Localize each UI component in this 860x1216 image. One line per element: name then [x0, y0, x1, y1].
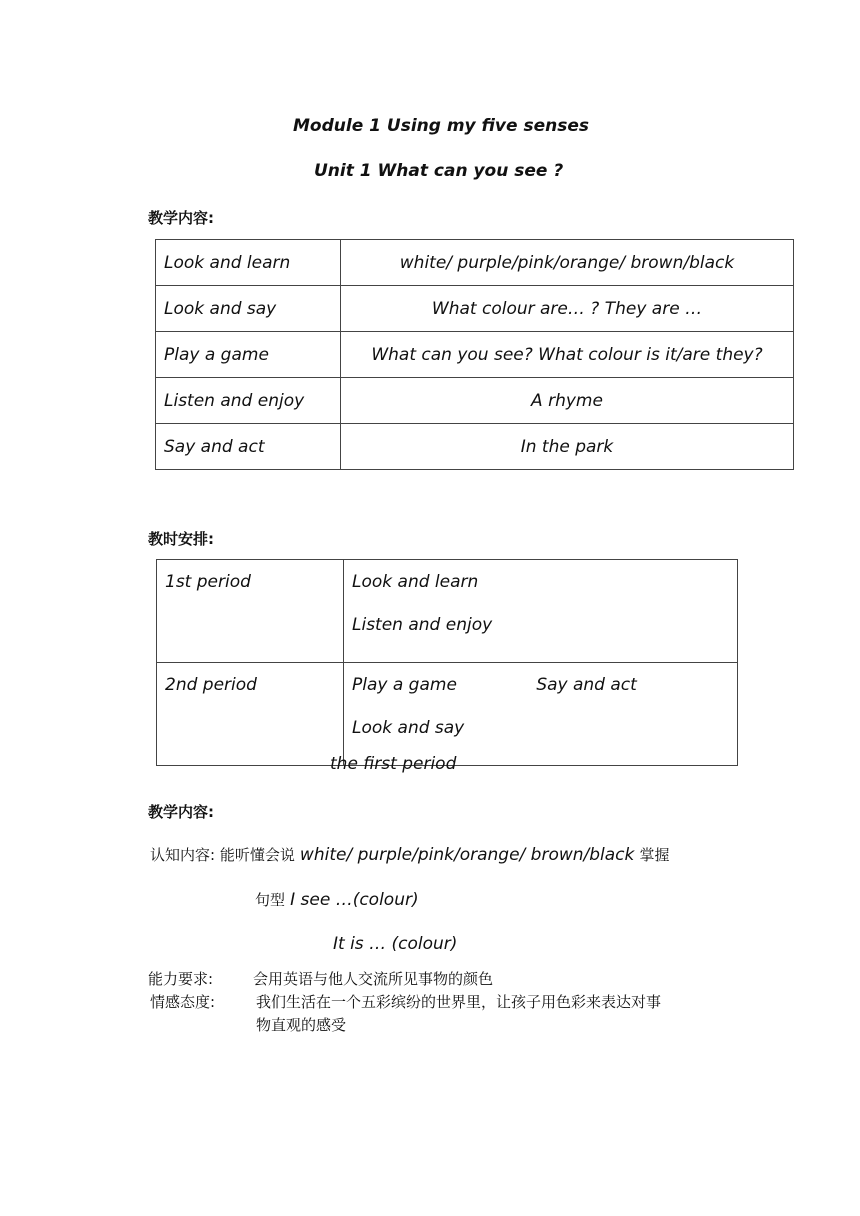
activity-cell: Look and say [156, 286, 341, 332]
period-content-cell [344, 663, 738, 766]
table-row [157, 560, 738, 663]
pattern-2: It is … (colour) [333, 934, 458, 954]
activity-cell: Play a game [156, 332, 341, 378]
period-cell: 1st period [157, 560, 344, 663]
section-heading-content: 教学内容: [148, 209, 214, 227]
content-cell: What can you see? What colour is it/are they? [341, 332, 794, 378]
emotion-text-2: 物直观的感受 [256, 1016, 347, 1034]
ability-text: 会用英语与他人交流所见事物的颜色 [253, 970, 494, 988]
unit-title: Unit 1 What can you see ? [314, 161, 564, 181]
period-item: Play a game [352, 675, 457, 695]
table-row [157, 663, 738, 766]
activity-cell: Say and act [156, 424, 341, 470]
activity-cell: Listen and enjoy [156, 378, 341, 424]
ability-label: 能力要求: [148, 970, 214, 988]
period-line: Listen and enjoy [352, 615, 493, 635]
table-row [156, 240, 794, 286]
cognitive-line [150, 844, 669, 865]
pattern-label: 句型 [255, 891, 286, 909]
table-row [156, 286, 794, 332]
period-cell: 2nd period [157, 663, 344, 766]
content-cell: A rhyme [341, 378, 794, 424]
period-line: Look and learn [352, 572, 479, 592]
period-item: Say and act [536, 675, 637, 695]
cognitive-label: 认知内容: 能听懂会说 [150, 846, 295, 864]
activity-cell: Look and learn [156, 240, 341, 286]
table-row [156, 378, 794, 424]
content-cell: In the park [341, 424, 794, 470]
module-title: Module 1 Using my five senses [293, 116, 589, 136]
emotion-text-1: 我们生活在一个五彩缤纷的世界里，让孩子用色彩来表达对事 [256, 993, 662, 1011]
table-row [156, 332, 794, 378]
content-cell: white/ purple/pink/orange/ brown/black [341, 240, 794, 286]
cognitive-suffix: 掌握 [639, 846, 670, 864]
pattern-1: I see …(colour) [290, 890, 419, 910]
period-line [352, 675, 729, 695]
emotion-label: 情感态度: [150, 993, 216, 1011]
first-period-label: the first period [330, 754, 457, 774]
cognitive-words: white/ purple/pink/orange/ brown/black [299, 845, 635, 865]
section-heading-schedule: 教时安排: [148, 530, 214, 548]
period-line: Look and say [352, 718, 465, 738]
content-cell: What colour are… ? They are … [341, 286, 794, 332]
period-content-cell [344, 560, 738, 663]
period-table [156, 559, 738, 766]
content-table [155, 239, 794, 470]
section-heading-content-2: 教学内容: [148, 803, 214, 821]
pattern-line-1 [255, 889, 419, 910]
table-row [156, 424, 794, 470]
